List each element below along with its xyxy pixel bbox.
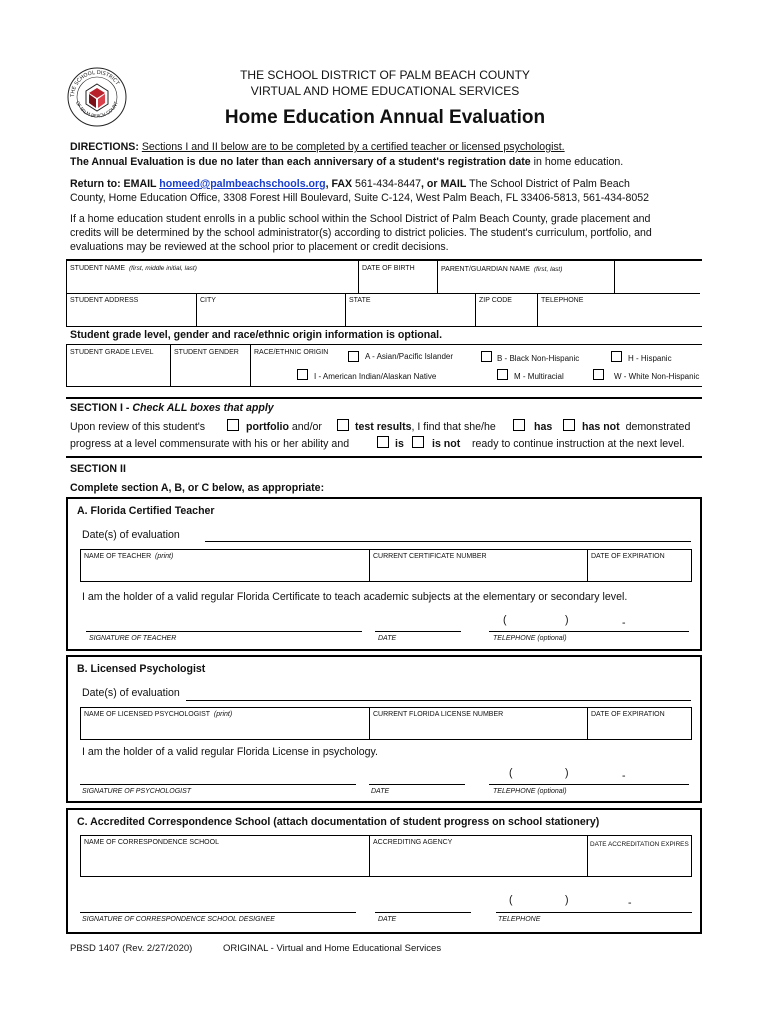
accreditation-expiration-field[interactable]: DATE ACCREDITATION EXPIRES xyxy=(590,841,689,848)
phone-paren-open: ( xyxy=(509,767,513,779)
policy-line-1: If a home education student enrolls in a public school within the School District of Palm Beach County, grade placement and xyxy=(70,213,651,225)
directions-line-1: DIRECTIONS: Sections I and II below are to be completed by a certified teacher or licensed psychologist. xyxy=(70,141,565,153)
section-c-title: C. Accredited Correspondence School (attach documentation of student progress on school stationery) xyxy=(77,816,600,828)
portfolio-label: portfolio and/or xyxy=(246,421,322,433)
phone-paren-open: ( xyxy=(503,614,507,626)
divider xyxy=(614,261,615,293)
footer-copy-note: ORIGINAL - Virtual and Home Educational Services xyxy=(223,943,442,954)
portfolio-checkbox[interactable] xyxy=(227,419,239,431)
psychologist-signature-input[interactable] xyxy=(80,784,356,785)
section-1-line-2-text: progress at a level commensurate with his or her ability and xyxy=(70,438,350,450)
race-origin-label: RACE/ETHNIC ORIGIN xyxy=(254,349,329,356)
section-b-dates-input[interactable] xyxy=(186,700,691,701)
state-field[interactable]: STATE xyxy=(349,297,371,304)
email-link[interactable]: homeed@palmbeachschools.org xyxy=(159,178,326,190)
teacher-date-label: DATE xyxy=(378,635,397,642)
phone-paren-close: ) xyxy=(565,767,569,779)
student-address-field[interactable]: STUDENT ADDRESS xyxy=(70,297,139,304)
designee-date-input[interactable] xyxy=(375,912,471,913)
form-id: PBSD 1407 (Rev. 2/27/2020) xyxy=(70,943,193,954)
test-results-label: test results, I find that she/he xyxy=(355,421,496,433)
has-checkbox[interactable] xyxy=(513,419,525,431)
certificate-expiration-field[interactable]: DATE OF EXPIRATION xyxy=(591,553,665,560)
teacher-signature-label: SIGNATURE OF TEACHER xyxy=(89,635,177,642)
divider xyxy=(80,835,692,836)
optional-info-heading: Student grade level, gender and race/ethnic origin information is optional. xyxy=(70,329,443,341)
race-indian-checkbox[interactable] xyxy=(297,369,308,380)
race-multiracial-checkbox[interactable] xyxy=(497,369,508,380)
race-black-label: B - Black Non-Hispanic xyxy=(497,354,580,363)
telephone-field[interactable]: TELEPHONE xyxy=(541,297,584,304)
is-not-checkbox[interactable] xyxy=(412,436,424,448)
divider xyxy=(66,293,700,294)
accrediting-agency-field[interactable]: ACCREDITING AGENCY xyxy=(373,839,453,846)
guardian-name-field[interactable]: PARENT/GUARDIAN NAME (first, last) xyxy=(441,266,563,273)
psychologist-signature-label: SIGNATURE OF PSYCHOLOGIST xyxy=(82,788,192,795)
designee-phone-input[interactable] xyxy=(496,912,692,913)
has-label: has xyxy=(534,421,553,433)
race-hispanic-label: H - Hispanic xyxy=(628,354,672,363)
divider xyxy=(369,549,370,582)
student-name-field[interactable]: STUDENT NAME (first, middle initial, last) xyxy=(70,265,197,272)
teacher-signature-input[interactable] xyxy=(86,631,362,632)
teacher-phone-input[interactable] xyxy=(489,631,689,632)
designee-signature-label: SIGNATURE OF CORRESPONDENCE SCHOOL DESIGNEE xyxy=(82,916,275,923)
date-of-birth-field[interactable]: DATE OF BIRTH xyxy=(362,265,415,272)
has-not-checkbox[interactable] xyxy=(563,419,575,431)
gender-field[interactable]: STUDENT GENDER xyxy=(174,349,239,356)
divider xyxy=(170,344,171,387)
phone-paren-close: ) xyxy=(565,614,569,626)
license-number-field[interactable]: CURRENT FLORIDA LICENSE NUMBER xyxy=(373,711,504,718)
return-line-2: County, Home Education Office, 3308 Forest Hill Boulevard, Suite C-124, West Palm Beach, FL 33406-5813, 561-434-8052 xyxy=(70,192,650,204)
divider xyxy=(66,397,702,399)
page-title: Home Education Annual Evaluation xyxy=(224,107,546,128)
section-a-statement: I am the holder of a valid regular Florida Certificate to teach academic subjects at the elementary or secondary level. xyxy=(82,591,628,603)
designee-date-label: DATE xyxy=(378,916,397,923)
district-name: THE SCHOOL DISTRICT OF PALM BEACH COUNTY xyxy=(240,68,530,82)
psychologist-phone-label: TELEPHONE (optional) xyxy=(493,788,567,795)
teacher-name-field[interactable]: NAME OF TEACHER (print) xyxy=(84,553,174,560)
psychologist-date-label: DATE xyxy=(371,788,390,795)
policy-line-2: credits will be determined by the school administrator(s) according to district policies. The student's curriculum, portfolio, and xyxy=(70,227,652,239)
race-black-checkbox[interactable] xyxy=(481,351,492,362)
certificate-number-field[interactable]: CURRENT CERTIFICATE NUMBER xyxy=(373,553,487,560)
phone-dash: - xyxy=(622,617,626,629)
section-2-heading: SECTION II xyxy=(70,463,126,475)
directions-line-2: The Annual Evaluation is due no later than each anniversary of a student's registration date in home education. xyxy=(70,156,624,168)
department-name: VIRTUAL AND HOME EDUCATIONAL SERVICES xyxy=(250,84,520,98)
race-indian-label: I - American Indian/Alaskan Native xyxy=(314,372,437,381)
is-checkbox[interactable] xyxy=(377,436,389,448)
phone-dash: - xyxy=(628,897,632,909)
return-line-1: Return to: EMAIL homeed@palmbeachschools.org, FAX 561-434-8447, or MAIL The School District of Palm Beach xyxy=(70,178,630,190)
svg-text:THE SCHOOL DISTRICT: THE SCHOOL DISTRICT xyxy=(69,69,121,98)
is-not-label: is not xyxy=(432,438,461,450)
divider xyxy=(437,261,438,293)
teacher-date-input[interactable] xyxy=(375,631,461,632)
license-expiration-field[interactable]: DATE OF EXPIRATION xyxy=(591,711,665,718)
divider xyxy=(537,294,538,327)
divider xyxy=(475,294,476,327)
divider xyxy=(587,549,588,582)
section-a-dates-input[interactable] xyxy=(205,541,691,542)
divider xyxy=(587,707,588,740)
divider xyxy=(369,835,370,877)
race-asian-checkbox[interactable] xyxy=(348,351,359,362)
race-multiracial-label: M - Multiracial xyxy=(514,372,564,381)
test-results-checkbox[interactable] xyxy=(337,419,349,431)
race-asian-label: A - Asian/Pacific Islander xyxy=(365,352,454,361)
section-b-title: B. Licensed Psychologist xyxy=(77,663,206,675)
svg-text:OF PALM BEACH COUNTY: OF PALM BEACH COUNT xyxy=(74,100,120,120)
city-field[interactable]: CITY xyxy=(200,297,216,304)
divider xyxy=(66,456,702,458)
section-1-heading: SECTION I - Check ALL boxes that apply xyxy=(70,402,274,414)
psychologist-phone-input[interactable] xyxy=(489,784,689,785)
psychologist-date-input[interactable] xyxy=(369,784,465,785)
divider xyxy=(345,294,346,327)
section-b-statement: I am the holder of a valid regular Florida License in psychology. xyxy=(82,746,378,758)
divider xyxy=(358,261,359,293)
ready-text: ready to continue instruction at the next level. xyxy=(472,438,685,450)
section-2-subheading: Complete section A, B, or C below, as appropriate: xyxy=(70,482,325,494)
has-not-label: has not demonstrated xyxy=(582,421,691,433)
divider xyxy=(369,707,370,740)
phone-paren-open: ( xyxy=(509,894,513,906)
race-white-checkbox[interactable] xyxy=(593,369,604,380)
race-hispanic-checkbox[interactable] xyxy=(611,351,622,362)
policy-line-3: evaluations may be reviewed at the school prior to placement or credit decisions. xyxy=(70,241,449,253)
designee-signature-input[interactable] xyxy=(80,912,356,913)
section-a-dates-label: Date(s) of evaluation xyxy=(82,529,180,541)
psychologist-name-field[interactable]: NAME OF LICENSED PSYCHOLOGIST (print) xyxy=(84,711,233,718)
designee-phone-label: TELEPHONE xyxy=(498,916,541,923)
zip-code-field[interactable]: ZIP CODE xyxy=(479,297,512,304)
section-1-line-1-text: Upon review of this student's xyxy=(70,421,206,433)
is-label: is xyxy=(395,438,404,450)
correspondence-school-name-field[interactable]: NAME OF CORRESPONDENCE SCHOOL xyxy=(84,839,219,846)
grade-level-field[interactable]: STUDENT GRADE LEVEL xyxy=(70,349,154,356)
phone-dash: - xyxy=(622,770,626,782)
section-a-title: A. Florida Certified Teacher xyxy=(77,505,215,517)
section-b-dates-label: Date(s) of evaluation xyxy=(82,687,180,699)
phone-paren-close: ) xyxy=(565,894,569,906)
race-white-label: W - White Non-Hispanic xyxy=(614,372,700,381)
teacher-phone-label: TELEPHONE (optional) xyxy=(493,635,567,642)
divider xyxy=(587,835,588,877)
divider xyxy=(196,294,197,327)
divider xyxy=(250,344,251,387)
